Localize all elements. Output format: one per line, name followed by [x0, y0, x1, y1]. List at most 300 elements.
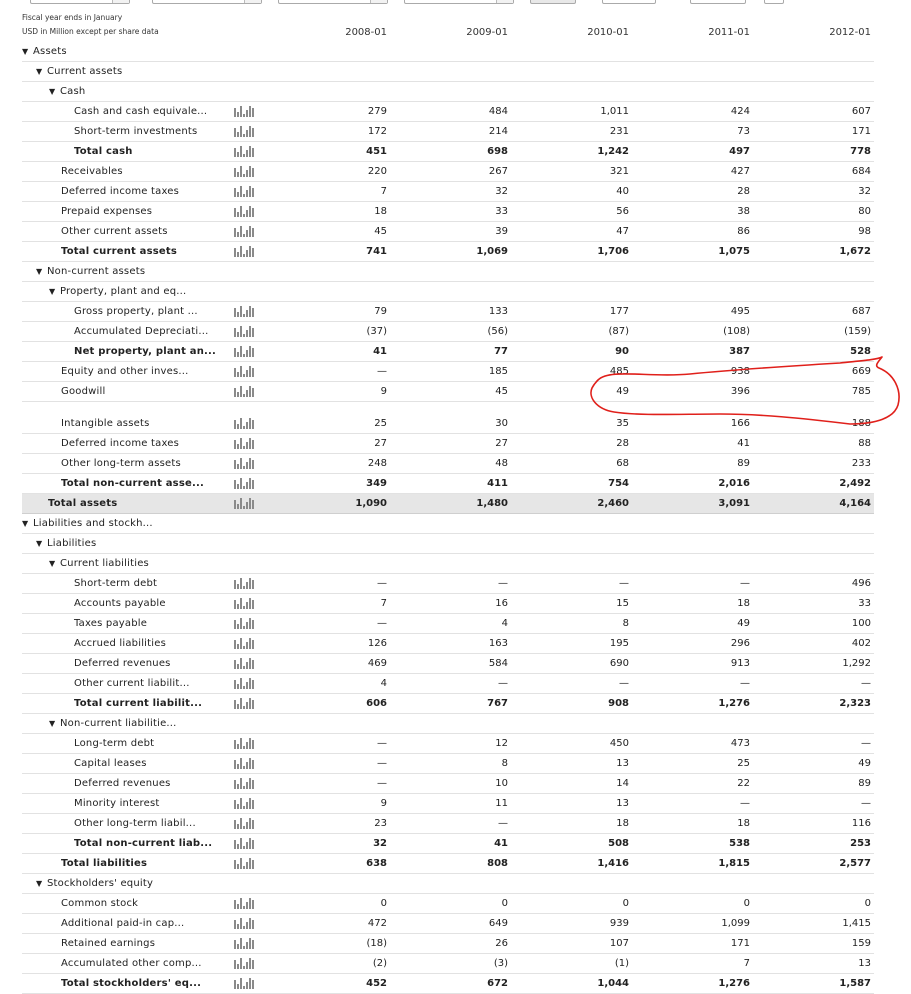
mini-bar-chart-icon[interactable]: [234, 798, 254, 809]
table-row: [22, 974, 874, 994]
row-label: [49, 558, 149, 569]
row-label: [61, 458, 181, 469]
value-cell: 396: [730, 386, 750, 397]
value-cell: 49: [616, 386, 629, 397]
mini-bar-chart-icon[interactable]: [234, 346, 254, 357]
value-cell: 86: [737, 226, 750, 237]
value-cell: 741: [366, 246, 387, 257]
section-row[interactable]: [22, 534, 874, 554]
row-label-text: Prepaid expenses: [61, 206, 153, 217]
row-label: [74, 818, 196, 829]
mini-bar-chart-icon[interactable]: [234, 246, 254, 257]
value-cell: 4: [501, 618, 508, 629]
value-cell: 424: [730, 106, 750, 117]
value-cell: 35: [616, 418, 629, 429]
value-cell: 778: [850, 146, 871, 157]
value-cell: 56: [616, 206, 629, 217]
triangle-down-icon[interactable]: ▼: [49, 87, 56, 96]
value-cell: (3): [493, 958, 508, 969]
mini-bar-chart-icon[interactable]: [234, 226, 254, 237]
value-cell: 98: [858, 226, 871, 237]
value-cell: 41: [373, 346, 387, 357]
row-label-text: Assets: [33, 46, 67, 57]
row-label: [74, 326, 208, 337]
value-cell: (56): [487, 326, 508, 337]
mini-bar-chart-icon[interactable]: [234, 638, 254, 649]
value-cell: 233: [851, 458, 871, 469]
value-cell: 4,164: [839, 498, 871, 509]
value-cell: 1,075: [718, 246, 750, 257]
value-cell: 698: [487, 146, 508, 157]
chevron-down-icon: [244, 0, 261, 3]
value-cell: 1,416: [597, 858, 629, 869]
row-label-text: Deferred income taxes: [61, 186, 180, 197]
row-label: [49, 718, 177, 729]
value-cell: 1,090: [355, 498, 387, 509]
row-label: [22, 518, 153, 529]
value-cell: 767: [487, 698, 508, 709]
value-cell: —: [498, 578, 508, 589]
row-label-text: Deferred income taxes: [61, 438, 180, 449]
mini-bar-chart-icon[interactable]: [234, 898, 254, 909]
row-label-text: Current liabilities: [60, 558, 149, 569]
row-label-text: Non-current liabilitie...: [60, 718, 177, 729]
value-cell: 172: [367, 126, 387, 137]
mini-bar-chart-icon[interactable]: [234, 578, 254, 589]
row-label: [49, 86, 85, 97]
value-cell: (1): [614, 958, 629, 969]
row-label-text: Total liabilities: [61, 858, 148, 869]
value-cell: 2,577: [839, 858, 871, 869]
value-cell: 22: [737, 778, 750, 789]
value-cell: 45: [374, 226, 387, 237]
value-cell: 11: [495, 798, 508, 809]
toolbar-segmented-control[interactable]: [530, 0, 576, 4]
value-cell: 13: [858, 958, 871, 969]
value-cell: 7: [743, 958, 750, 969]
row-label: [74, 658, 171, 669]
value-cell: 41: [737, 438, 750, 449]
value-cell: 25: [374, 418, 387, 429]
row-label-text: Total current assets: [61, 246, 178, 257]
mini-bar-chart-icon[interactable]: [234, 326, 254, 337]
table-row: [22, 202, 874, 222]
value-cell: 1,276: [718, 978, 750, 989]
row-label: [61, 958, 202, 969]
value-cell: 469: [367, 658, 387, 669]
table-row: [22, 654, 874, 674]
triangle-down-icon[interactable]: ▼: [22, 47, 29, 56]
units-note: USD in Million except per share data: [22, 27, 159, 36]
table-row: [22, 794, 874, 814]
row-label: [61, 226, 168, 237]
toolbar-dropdown-2[interactable]: [152, 0, 262, 4]
mini-bar-chart-icon[interactable]: [234, 978, 254, 989]
row-label-text: Total non-current liab...: [74, 838, 213, 849]
table-row: [22, 754, 874, 774]
row-label-text: Receivables: [61, 166, 123, 177]
value-cell: 27: [374, 438, 387, 449]
triangle-down-icon[interactable]: ▼: [36, 67, 43, 76]
value-cell: 9: [380, 386, 387, 397]
table-row: [22, 854, 874, 874]
table-row: [22, 434, 874, 454]
row-label-text: Other current liabilit...: [74, 678, 190, 689]
row-label: [36, 266, 145, 277]
row-label: [74, 146, 133, 157]
value-cell: (87): [608, 326, 629, 337]
row-label: [61, 246, 177, 257]
table-row: [22, 894, 874, 914]
value-cell: 10: [495, 778, 508, 789]
value-cell: 77: [494, 346, 508, 357]
value-cell: 606: [366, 698, 387, 709]
row-label-text: Accumulated other comp...: [61, 958, 202, 969]
row-label-text: Goodwill: [61, 386, 106, 397]
mini-bar-chart-icon[interactable]: [234, 498, 254, 509]
value-cell: 687: [851, 306, 871, 317]
row-label: [61, 186, 179, 197]
value-cell: 177: [609, 306, 629, 317]
value-cell: 14: [616, 778, 629, 789]
value-cell: 1,815: [718, 858, 750, 869]
mini-bar-chart-icon[interactable]: [234, 818, 254, 829]
value-cell: —: [377, 758, 387, 769]
value-cell: 1,587: [839, 978, 871, 989]
row-label-text: Deferred revenues: [74, 778, 171, 789]
value-cell: 90: [615, 346, 629, 357]
row-label-text: Total current liabilit...: [74, 698, 203, 709]
table-row: [22, 774, 874, 794]
row-label: [74, 798, 160, 809]
mini-bar-chart-icon[interactable]: [234, 778, 254, 789]
value-cell: —: [377, 578, 387, 589]
value-cell: 15: [616, 598, 629, 609]
mini-bar-chart-icon[interactable]: [234, 366, 254, 377]
value-cell: 33: [495, 206, 508, 217]
row-label-text: Cash: [60, 86, 86, 97]
value-cell: 451: [366, 146, 387, 157]
value-cell: 485: [609, 366, 629, 377]
value-cell: 495: [730, 306, 750, 317]
row-label-text: Other long-term liabil...: [74, 818, 196, 829]
year-header: 2010-01: [587, 27, 629, 38]
value-cell: 528: [850, 346, 871, 357]
value-cell: 163: [488, 638, 508, 649]
value-cell: 47: [616, 226, 629, 237]
value-cell: 427: [730, 166, 750, 177]
value-cell: 38: [737, 206, 750, 217]
value-cell: 26: [495, 938, 508, 949]
row-label-text: Other current assets: [61, 226, 168, 237]
row-label-text: Additional paid-in cap...: [61, 918, 185, 929]
triangle-down-icon[interactable]: ▼: [49, 719, 56, 728]
value-cell: 166: [730, 418, 750, 429]
row-label-text: Accrued liabilities: [74, 638, 167, 649]
value-cell: 387: [729, 346, 750, 357]
mini-bar-chart-icon[interactable]: [234, 206, 254, 217]
value-cell: 49: [858, 758, 871, 769]
row-label-text: Total cash: [74, 146, 133, 157]
row-label: [74, 838, 212, 849]
value-cell: 8: [622, 618, 629, 629]
value-cell: 0: [380, 898, 387, 909]
mini-bar-chart-icon[interactable]: [234, 126, 254, 137]
value-cell: 450: [609, 738, 629, 749]
value-cell: 649: [488, 918, 508, 929]
triangle-down-icon[interactable]: ▼: [22, 519, 29, 528]
mini-bar-chart-icon[interactable]: [234, 186, 254, 197]
value-cell: 73: [737, 126, 750, 137]
row-label: [74, 738, 154, 749]
value-cell: (108): [723, 326, 750, 337]
balance-sheet-table: [22, 42, 874, 994]
value-cell: —: [377, 618, 387, 629]
value-cell: 214: [488, 126, 508, 137]
row-label-text: Total assets: [48, 498, 118, 509]
table-row: [22, 122, 874, 142]
value-cell: 89: [737, 458, 750, 469]
mini-bar-chart-icon[interactable]: [234, 438, 254, 449]
value-cell: 1,480: [476, 498, 508, 509]
value-cell: 171: [851, 126, 871, 137]
toolbar-button[interactable]: [764, 0, 784, 4]
value-cell: 279: [367, 106, 387, 117]
mini-bar-chart-icon[interactable]: [234, 838, 254, 849]
fiscal-year-note: Fiscal year ends in January: [22, 13, 123, 22]
value-cell: —: [861, 798, 871, 809]
table-row: [22, 694, 874, 714]
mini-bar-chart-icon[interactable]: [234, 458, 254, 469]
value-cell: 7: [380, 186, 387, 197]
toolbar-dropdown-4[interactable]: [404, 0, 514, 4]
table-row: [22, 474, 874, 494]
value-cell: 1,099: [721, 918, 750, 929]
value-cell: 0: [864, 898, 871, 909]
mini-bar-chart-icon[interactable]: [234, 678, 254, 689]
value-cell: 684: [851, 166, 871, 177]
row-label: [61, 386, 105, 397]
row-label: [61, 898, 138, 909]
row-label-text: Long-term debt: [74, 738, 155, 749]
triangle-down-icon[interactable]: ▼: [36, 879, 43, 888]
value-cell: 185: [488, 366, 508, 377]
row-label: [74, 778, 171, 789]
table-row: [22, 414, 874, 434]
mini-bar-chart-icon[interactable]: [234, 146, 254, 157]
value-cell: 7: [380, 598, 387, 609]
section-row[interactable]: [22, 62, 874, 82]
row-label: [61, 438, 179, 449]
table-row: [22, 734, 874, 754]
value-cell: 48: [495, 458, 508, 469]
row-label-text: Capital leases: [74, 758, 147, 769]
row-label-text: Common stock: [61, 898, 139, 909]
value-cell: 248: [367, 458, 387, 469]
value-cell: (159): [844, 326, 871, 337]
value-cell: 1,069: [476, 246, 508, 257]
row-label-text: Cash and cash equivale...: [74, 106, 208, 117]
value-cell: 18: [374, 206, 387, 217]
section-row[interactable]: [22, 554, 874, 574]
value-cell: 116: [851, 818, 871, 829]
chevron-down-icon: [496, 0, 513, 3]
section-row[interactable]: [22, 514, 874, 534]
value-cell: 39: [495, 226, 508, 237]
row-label: [61, 206, 152, 217]
row-label: [61, 478, 204, 489]
mini-bar-chart-icon[interactable]: [234, 478, 254, 489]
mini-bar-chart-icon[interactable]: [234, 618, 254, 629]
toolbar-dropdown-1[interactable]: [30, 0, 130, 4]
section-row[interactable]: [22, 282, 874, 302]
value-cell: 13: [616, 758, 629, 769]
value-cell: 508: [608, 838, 629, 849]
value-cell: —: [498, 678, 508, 689]
section-row[interactable]: [22, 714, 874, 734]
mini-bar-chart-icon[interactable]: [234, 598, 254, 609]
row-label: [74, 678, 190, 689]
value-cell: 8: [501, 758, 508, 769]
mini-bar-chart-icon[interactable]: [234, 166, 254, 177]
table-row: [22, 834, 874, 854]
value-cell: 690: [609, 658, 629, 669]
value-cell: 126: [367, 638, 387, 649]
mini-bar-chart-icon[interactable]: [234, 306, 254, 317]
row-label: [48, 498, 117, 509]
value-cell: 45: [495, 386, 508, 397]
chevron-down-icon: [370, 0, 387, 3]
value-cell: 1,672: [839, 246, 871, 257]
mini-bar-chart-icon[interactable]: [234, 858, 254, 869]
value-cell: 1,044: [597, 978, 629, 989]
triangle-down-icon[interactable]: ▼: [36, 267, 43, 276]
row-label-text: Deferred revenues: [74, 658, 171, 669]
row-label: [61, 978, 201, 989]
mini-bar-chart-icon[interactable]: [234, 758, 254, 769]
value-cell: 0: [622, 898, 629, 909]
value-cell: —: [740, 678, 750, 689]
value-cell: 195: [609, 638, 629, 649]
value-cell: 2,460: [597, 498, 629, 509]
mini-bar-chart-icon[interactable]: [234, 658, 254, 669]
value-cell: 68: [616, 458, 629, 469]
value-cell: 473: [730, 738, 750, 749]
toolbar-dropdown-3[interactable]: [278, 0, 388, 4]
mini-bar-chart-icon[interactable]: [234, 938, 254, 949]
table-row: [22, 302, 874, 322]
row-label-text: Accumulated Depreciati...: [74, 326, 209, 337]
value-cell: 41: [494, 838, 508, 849]
mini-bar-chart-icon[interactable]: [234, 106, 254, 117]
value-cell: —: [619, 678, 629, 689]
mini-bar-chart-icon[interactable]: [234, 958, 254, 969]
value-cell: 18: [737, 598, 750, 609]
value-cell: —: [861, 738, 871, 749]
value-cell: 349: [366, 478, 387, 489]
value-cell: (37): [366, 326, 387, 337]
triangle-down-icon[interactable]: ▼: [36, 539, 43, 548]
value-cell: 27: [495, 438, 508, 449]
triangle-down-icon[interactable]: ▼: [49, 287, 56, 296]
mini-bar-chart-icon[interactable]: [234, 386, 254, 397]
mini-bar-chart-icon[interactable]: [234, 738, 254, 749]
row-label: [74, 758, 147, 769]
toolbar-toggle[interactable]: [602, 0, 656, 4]
row-label: [36, 878, 153, 889]
row-label: [74, 106, 207, 117]
table-row: [22, 914, 874, 934]
value-cell: 638: [366, 858, 387, 869]
mini-bar-chart-icon[interactable]: [234, 918, 254, 929]
row-label-text: Property, plant and eq...: [60, 286, 187, 297]
row-label-text: Gross property, plant ...: [74, 306, 198, 317]
value-cell: 472: [367, 918, 387, 929]
value-cell: 913: [730, 658, 750, 669]
mini-bar-chart-icon[interactable]: [234, 698, 254, 709]
table-row: [22, 634, 874, 654]
value-cell: 16: [495, 598, 508, 609]
row-label-text: Other long-term assets: [61, 458, 181, 469]
table-row: [22, 102, 874, 122]
row-label: [61, 166, 123, 177]
value-cell: 30: [495, 418, 508, 429]
row-label-text: Liabilities and stockh...: [33, 518, 153, 529]
section-row[interactable]: [22, 42, 874, 62]
value-cell: 100: [851, 618, 871, 629]
row-label: [61, 918, 184, 929]
value-cell: 1,276: [718, 698, 750, 709]
value-cell: 754: [608, 478, 629, 489]
section-row[interactable]: [22, 874, 874, 894]
value-cell: —: [740, 798, 750, 809]
spacer-row: [22, 402, 874, 414]
toolbar-input[interactable]: [690, 0, 746, 4]
row-label-text: Net property, plant an...: [74, 346, 217, 357]
triangle-down-icon[interactable]: ▼: [49, 559, 56, 568]
value-cell: 1,242: [597, 146, 629, 157]
value-cell: 607: [851, 106, 871, 117]
table-row: [22, 494, 874, 514]
row-label-text: Non-current assets: [47, 266, 146, 277]
value-cell: 785: [851, 386, 871, 397]
value-cell: —: [377, 366, 387, 377]
value-cell: 171: [730, 938, 750, 949]
row-label-text: Total stockholders' eq...: [61, 978, 202, 989]
value-cell: 908: [608, 698, 629, 709]
row-label-text: Intangible assets: [61, 418, 150, 429]
row-label: [74, 346, 216, 357]
value-cell: 28: [616, 438, 629, 449]
value-cell: 1,292: [842, 658, 871, 669]
row-label-text: Taxes payable: [74, 618, 148, 629]
value-cell: 133: [488, 306, 508, 317]
value-cell: 452: [366, 978, 387, 989]
section-row[interactable]: [22, 262, 874, 282]
mini-bar-chart-icon[interactable]: [234, 418, 254, 429]
year-header: 2009-01: [466, 27, 508, 38]
value-cell: 231: [609, 126, 629, 137]
value-cell: 2,016: [718, 478, 750, 489]
row-label: [22, 46, 67, 57]
value-cell: 939: [609, 918, 629, 929]
section-row[interactable]: [22, 82, 874, 102]
year-header: 2011-01: [708, 27, 750, 38]
value-cell: 32: [373, 838, 387, 849]
row-label: [61, 418, 150, 429]
value-cell: —: [377, 778, 387, 789]
year-header: 2012-01: [829, 27, 871, 38]
